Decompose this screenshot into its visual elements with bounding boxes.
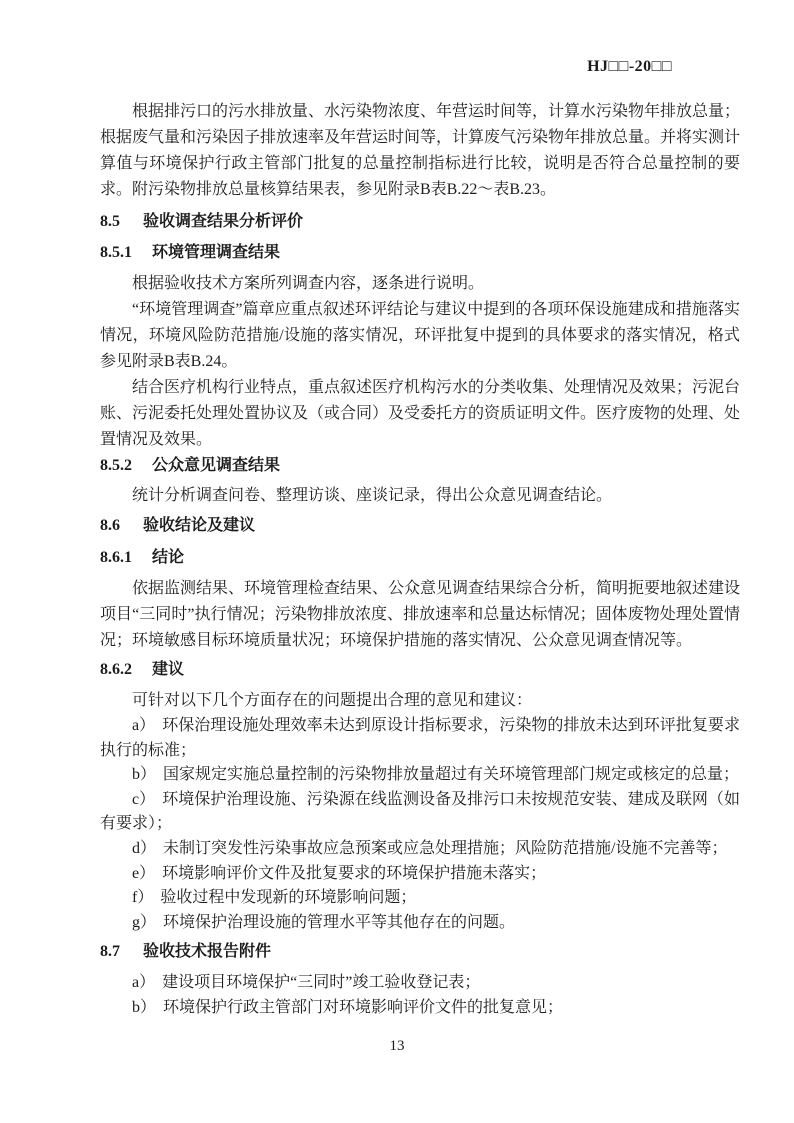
item-text: 验收过程中发现新的环境影响问题； xyxy=(160,889,417,907)
section-number: 8.5.1 xyxy=(100,244,132,261)
section-heading-8-5 xyxy=(100,209,740,235)
item-marker: a） xyxy=(132,974,156,992)
list-item-d xyxy=(100,837,740,862)
list-item-c xyxy=(100,788,740,837)
section-number: 8.6.1 xyxy=(100,549,132,566)
section-title: 验收技术报告附件 xyxy=(143,943,272,961)
section-number: 8.6.2 xyxy=(100,661,132,678)
item-text: 环境保护治理设施、污染源在线监测设备及排污口未按规范安装、建成及联网（如有要求）； xyxy=(100,790,740,833)
section-heading-8-6-2 xyxy=(100,657,740,683)
section-heading-8-6 xyxy=(100,513,740,539)
section-number: 8.5 xyxy=(100,213,120,230)
item-marker: e） xyxy=(132,864,156,882)
item-text: 环境保护治理设施的管理水平等其他存在的问题。 xyxy=(163,913,516,931)
attachment-item-b xyxy=(100,995,740,1020)
item-marker: c） xyxy=(132,790,156,808)
section-number: 8.6 xyxy=(100,517,120,534)
paragraph-8-5-1-b: “环境管理调查”篇章应重点叙述环评结论与建议中提到的各项环保设施建成和措施落实情况，环境风险防范措施/设施的落实情况，环评批复中提到的具体要求的落实情况，格式参见附录B表B.24。 xyxy=(100,301,740,370)
list-item-a xyxy=(100,714,740,763)
paragraph-8-6-1-a: 依据监测结果、环境管理检查结果、公众意见调查结果综合分析，简明扼要地叙述建设项目“三同时”执行情况；污染物排放浓度、排放速率和总量达标情况；固体废物处理处置情况；环境敏感目标环境质量状况；环境保护措施的落实情况、公众意见调查情况等。 xyxy=(100,580,741,649)
section-title: 验收调查结果分析评价 xyxy=(143,213,304,230)
section-heading-8-5-1 xyxy=(100,240,740,266)
item-text: 环境保护行政主管部门对环境影响评价文件的批复意见； xyxy=(163,999,564,1017)
section-heading-8-7 xyxy=(100,939,740,965)
section-title: 环境管理调查结果 xyxy=(152,244,281,261)
page-number: 13 xyxy=(389,1038,405,1054)
section-title: 建议 xyxy=(152,661,185,678)
item-text: 建设项目环境保护“三同时”竣工验收登记表； xyxy=(162,974,481,992)
section-number: 8.5.2 xyxy=(100,457,132,474)
content-area xyxy=(100,99,740,1020)
section-title: 验收结论及建议 xyxy=(143,517,256,534)
list-item-g xyxy=(100,911,740,936)
section-heading-8-5-2 xyxy=(100,453,740,479)
paragraph-8-6-2-lead: 可针对以下几个方面存在的问题提出合理的意见和建议： xyxy=(132,692,533,709)
intro-paragraph: 根据排污口的污水排放量、水污染物浓度、年营运时间等，计算水污染物年排放总量；根据废气量和污染因子排放速率及年营运时间等，计算废气污染物年排放总量。并将实测计算值与环境保护行政主管部门批复的总量控制指标进行比较，说明是否符合总量控制的要求。附污染物排放总量核算结果表，参见附录B表B.22～表B.23。 xyxy=(100,103,741,198)
item-marker: d） xyxy=(132,839,157,857)
item-text: 环保治理设施处理效率未达到原设计指标要求，污染物的排放未达到环评批复要求执行的标准； xyxy=(100,717,740,759)
attachment-list xyxy=(100,970,740,1020)
item-marker: b） xyxy=(132,766,157,784)
item-marker: a） xyxy=(132,717,156,734)
suggestion-list xyxy=(100,714,740,935)
attachment-item-a xyxy=(100,970,740,995)
section-title: 结论 xyxy=(152,549,185,566)
item-marker: g） xyxy=(132,913,157,931)
item-text: 未制订突发性污染事故应急预案或应急处理措施；风险防范措施/设施不完善等； xyxy=(163,839,728,857)
section-number: 8.7 xyxy=(100,943,120,961)
paragraph-8-5-1-a: 根据验收技术方案所列调查内容，逐条进行说明。 xyxy=(132,275,485,292)
list-item-e xyxy=(100,862,740,887)
paragraph-8-5-1-c: 结合医疗机构行业特点，重点叙述医疗机构污水的分类收集、处理情况及效果；污泥台账、污泥委托处理处置协议及（或合同）及受委托方的资质证明文件。医疗废物的处理、处置情况及效果。 xyxy=(100,379,741,448)
paragraph-8-5-2-a: 统计分析调查问卷、整理访谈、座谈记录，得出公众意见调查结论。 xyxy=(132,487,613,504)
item-text: 环境影响评价文件及批复要求的环境保护措施未落实； xyxy=(162,864,547,882)
list-item-f xyxy=(100,886,740,911)
section-heading-8-6-1 xyxy=(100,545,740,571)
item-marker: f） xyxy=(132,889,154,907)
section-title: 公众意见调查结果 xyxy=(152,457,281,474)
item-marker: b） xyxy=(132,999,157,1017)
list-item-b xyxy=(100,763,740,788)
document-code-header: HJ□□-20□□ xyxy=(587,58,672,75)
item-text: 国家规定实施总量控制的污染物排放量超过有关环境管理部门规定或核定的总量； xyxy=(163,766,740,784)
